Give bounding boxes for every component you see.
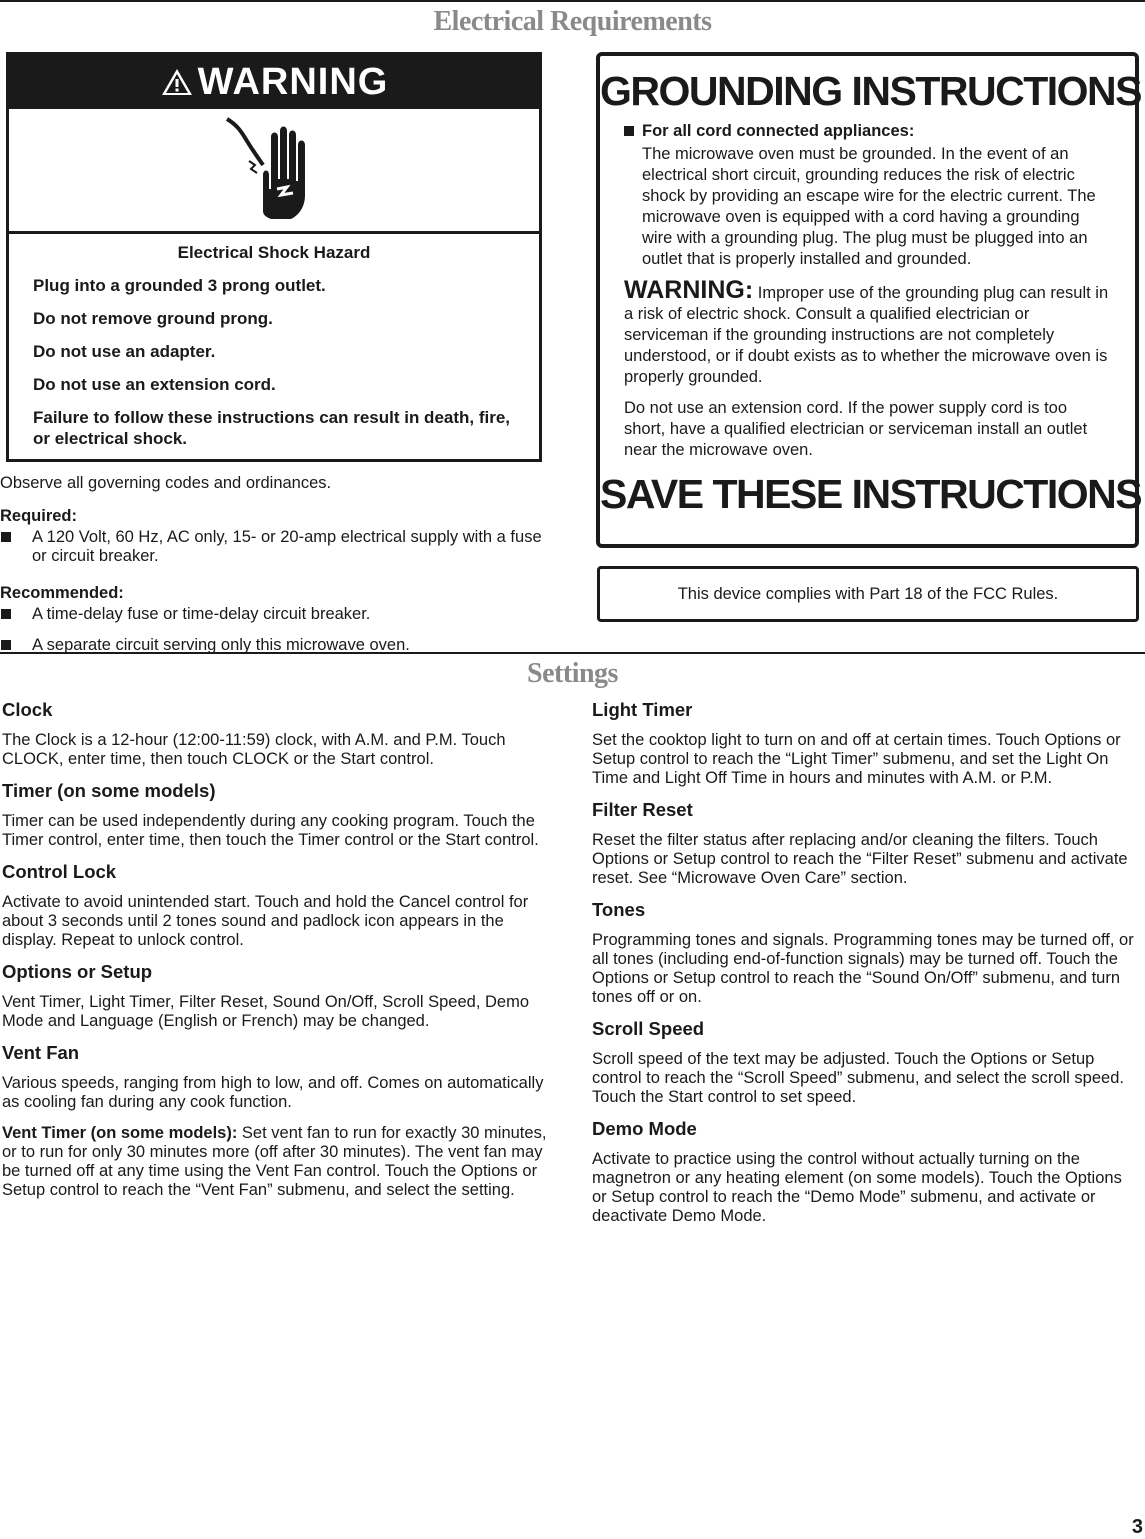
grounding-title: GROUNDING INSTRUCTIONS	[600, 68, 1141, 114]
grounding-warning-text: Improper use of the grounding plug can result in a risk of electric shock. Consult a qualified electrician or serviceman if the grounding instructions are not completely understood, or if doubt exists as to whether the microwave oven is properly grounded.	[624, 284, 1109, 386]
observe-text: Observe all governing codes and ordinances.	[0, 474, 332, 492]
grounding-item-heading: For all cord connected appliances:	[642, 122, 915, 140]
list-item	[0, 605, 550, 624]
list-item	[624, 121, 1111, 280]
save-instructions-title: SAVE THESE INSTRUCTIONS	[600, 471, 1142, 517]
warning-line: Do not remove ground prong.	[33, 309, 273, 328]
settings-right-column	[592, 700, 1140, 1238]
setting-text: Reset the filter status after replacing and/or cleaning the filters. Touch Options or Setup control to reach the “Filter Reset” submenu and activate reset. See “Microwave Oven Care” section.	[592, 831, 1128, 887]
page-number: 3	[1131, 1516, 1143, 1538]
grounding-instructions-box	[596, 52, 1142, 548]
electric-hand-icon	[219, 115, 329, 225]
setting-heading: Tones	[592, 899, 646, 920]
setting-heading: Control Lock	[2, 861, 117, 882]
bullet-square-icon	[1, 640, 11, 650]
top-rule	[0, 0, 1145, 2]
fcc-text: This device complies with Part 18 of the FCC Rules.	[677, 584, 1059, 603]
warning-line: Do not use an extension cord.	[33, 375, 276, 394]
setting-heading: Options or Setup	[2, 961, 153, 982]
settings-title: Settings	[527, 658, 618, 689]
warning-line: Plug into a grounded 3 prong outlet.	[33, 276, 326, 295]
bullet-square-icon	[1, 609, 11, 619]
warning-header	[9, 55, 539, 109]
hazard-title: Electrical Shock Hazard	[177, 243, 371, 262]
recommended-item: A time-delay fuse or time-delay circuit breaker.	[32, 605, 371, 623]
setting-heading: Clock	[2, 699, 53, 720]
setting-text: Vent Timer, Light Timer, Filter Reset, Sound On/Off, Scroll Speed, Demo Mode and Language (English or French) may be changed.	[2, 993, 530, 1030]
list-item	[0, 528, 550, 566]
bullet-square-icon	[1, 532, 11, 542]
setting-text: Timer can be used independently during any cooking program. Touch the Timer control, enter time, then touch the Timer control or the Start control.	[2, 812, 539, 849]
required-item: A 120 Volt, 60 Hz, AC only, 15- or 20-amp electrical supply with a fuse or circuit breaker.	[32, 528, 542, 565]
grounding-warning-word: WARNING:	[624, 276, 754, 304]
grounding-extension-text: Do not use an extension cord. If the power supply cord is too short, have a qualified electrician or serviceman install an outlet near the microwave oven.	[624, 399, 1088, 459]
setting-heading: Demo Mode	[592, 1118, 697, 1139]
setting-text: Scroll speed of the text may be adjusted. Touch the Options or Setup control to reach the “Scroll Speed” submenu, and select the scroll speed. Touch the Start control to set speed.	[592, 1050, 1124, 1106]
setting-heading: Filter Reset	[592, 799, 693, 820]
vent-timer-text: Set vent fan to run for exactly 30 minutes, or to run for only 30 minutes more (off after 30 minutes). The vent fan may be turned off at any time using the Vent Fan control. Touch the Options or Setup control to reach the “Vent Fan” submenu, and select the setting.	[2, 1124, 547, 1199]
setting-text: Activate to practice using the control without actually turning on the magnetron or any heating element (on some models). Touch the Options or Setup control to reach the “Demo Mode” submenu, and activate or deactivate Demo Mode.	[592, 1150, 1122, 1225]
warning-header-text: WARNING	[197, 60, 389, 103]
setting-heading: Timer (on some models)	[2, 780, 216, 801]
setting-text: Programming tones and signals. Programming tones may be turned off, or all tones (including end-of-function signals) may be turned off. Touch the Options or Setup control to reach the “Sound On/Off” submenu, and turn tones off or on.	[592, 931, 1134, 1006]
warning-box	[6, 52, 542, 462]
setting-text: The Clock is a 12-hour (12:00-11:59) clock, with A.M. and P.M. Touch CLOCK, enter time, then touch CLOCK or the Start control.	[2, 731, 506, 768]
warning-line: Failure to follow these instructions can result in death, fire, or electrical shock.	[33, 408, 511, 448]
required-label: Required:	[0, 507, 78, 525]
shock-hazard-pictogram	[9, 109, 539, 234]
fcc-notice	[597, 566, 1139, 622]
settings-left-column	[2, 700, 550, 1212]
warning-triangle-icon	[160, 67, 194, 97]
bullet-square-icon	[624, 126, 634, 136]
setting-text: Activate to avoid unintended start. Touch and hold the Cancel control for about 3 seconds until 2 tones sound and padlock icon appears in the display. Repeat to unlock control.	[2, 893, 529, 949]
setting-text: Various speeds, ranging from high to low, and off. Comes on automatically as cooling fan during any cook function.	[2, 1074, 544, 1111]
setting-text: Set the cooktop light to turn on and off at certain times. Touch Options or Setup control to reach the “Light Timer” submenu, and set the Light On Time and Light Off Time in hours and minutes with A.M. or P.M.	[592, 731, 1121, 787]
vent-timer-heading: Vent Timer (on some models):	[2, 1124, 238, 1142]
recommended-label: Recommended:	[0, 584, 124, 602]
section-rule	[0, 652, 1145, 654]
electrical-title: Electrical Requirements	[433, 6, 712, 37]
grounding-item-text: The microwave oven must be grounded. In the event of an electrical short circuit, grounding reduces the risk of electric shock by providing an escape wire for the electric current. The microwave oven is equipped with a cord having a grounding wire with a grounding plug. The plug must be plugged into an outlet that is properly installed and grounded.	[642, 145, 1096, 268]
recommended-item: A separate circuit serving only this microwave oven.	[32, 636, 410, 654]
electrical-requirements-text	[0, 474, 550, 667]
setting-heading: Light Timer	[592, 699, 693, 720]
setting-heading: Vent Fan	[2, 1042, 80, 1063]
setting-heading: Scroll Speed	[592, 1018, 705, 1039]
warning-line: Do not use an adapter.	[33, 342, 216, 361]
